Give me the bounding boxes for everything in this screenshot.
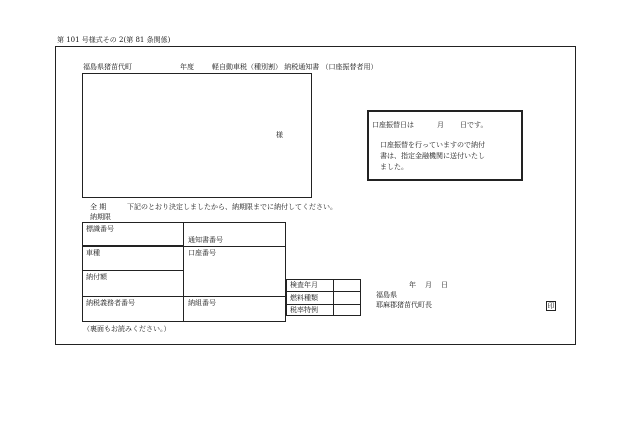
due-date-label: 納期限: [90, 213, 111, 221]
transfer-month-label: 月: [437, 121, 444, 129]
payment-amount-label: 納付額: [86, 273, 107, 281]
form-title: 軽自動車税（種別割） 納税通知書 （口座振替者用）: [212, 63, 378, 71]
transfer-date-label: 口座振替日は: [372, 121, 414, 129]
full-period-label: 全 期: [90, 203, 107, 211]
side-table-line: [286, 304, 361, 305]
issue-month-label: 月: [425, 281, 432, 289]
side-table-line: [286, 291, 361, 292]
fiscal-year-label: 年度: [180, 63, 194, 71]
inspection-date-label: 検査年月: [290, 281, 318, 289]
table-line: [82, 270, 183, 271]
notice-line-2: 書は、指定金融機関に送付いたし: [380, 152, 485, 160]
municipality-label: 福島県猪苗代町: [83, 63, 132, 71]
tax-rate-special-label: 税率特例: [290, 306, 318, 314]
issue-year-label: 年: [409, 281, 416, 289]
notice-number-label: 通知書番号: [188, 236, 223, 244]
notice-line-1: 口座振替を行っていますので納付: [380, 141, 485, 149]
side-table-divider: [333, 279, 334, 316]
plate-number-label: 標識番号: [86, 225, 114, 233]
issuer-mayor: 耶麻郡猪苗代町長: [376, 301, 432, 309]
taxpayer-number-label: 納税義務者番号: [86, 299, 135, 307]
form-number: 第 101 号様式その 2(第 81 条関係): [57, 36, 171, 44]
transfer-day-label: 日です。: [460, 121, 488, 129]
official-seal: 印: [547, 302, 555, 310]
see-reverse-note: （裏面もお読みください。）: [83, 325, 171, 333]
decision-message: 下記のとおり決定しましたから、納期限までに納付してください。: [127, 203, 337, 211]
notice-line-3: ました。: [380, 163, 408, 171]
table-divider-vertical: [183, 222, 184, 322]
account-number-label: 口座番号: [188, 249, 216, 257]
issuer-prefecture: 福島県: [376, 291, 397, 299]
group-number-label: 納組番号: [188, 299, 216, 307]
table-line: [82, 246, 286, 247]
table-line: [82, 296, 286, 297]
honorific-sama: 様: [276, 131, 283, 139]
fuel-type-label: 燃料種類: [290, 294, 318, 302]
issue-day-label: 日: [441, 281, 448, 289]
vehicle-type-label: 車種: [86, 249, 100, 257]
